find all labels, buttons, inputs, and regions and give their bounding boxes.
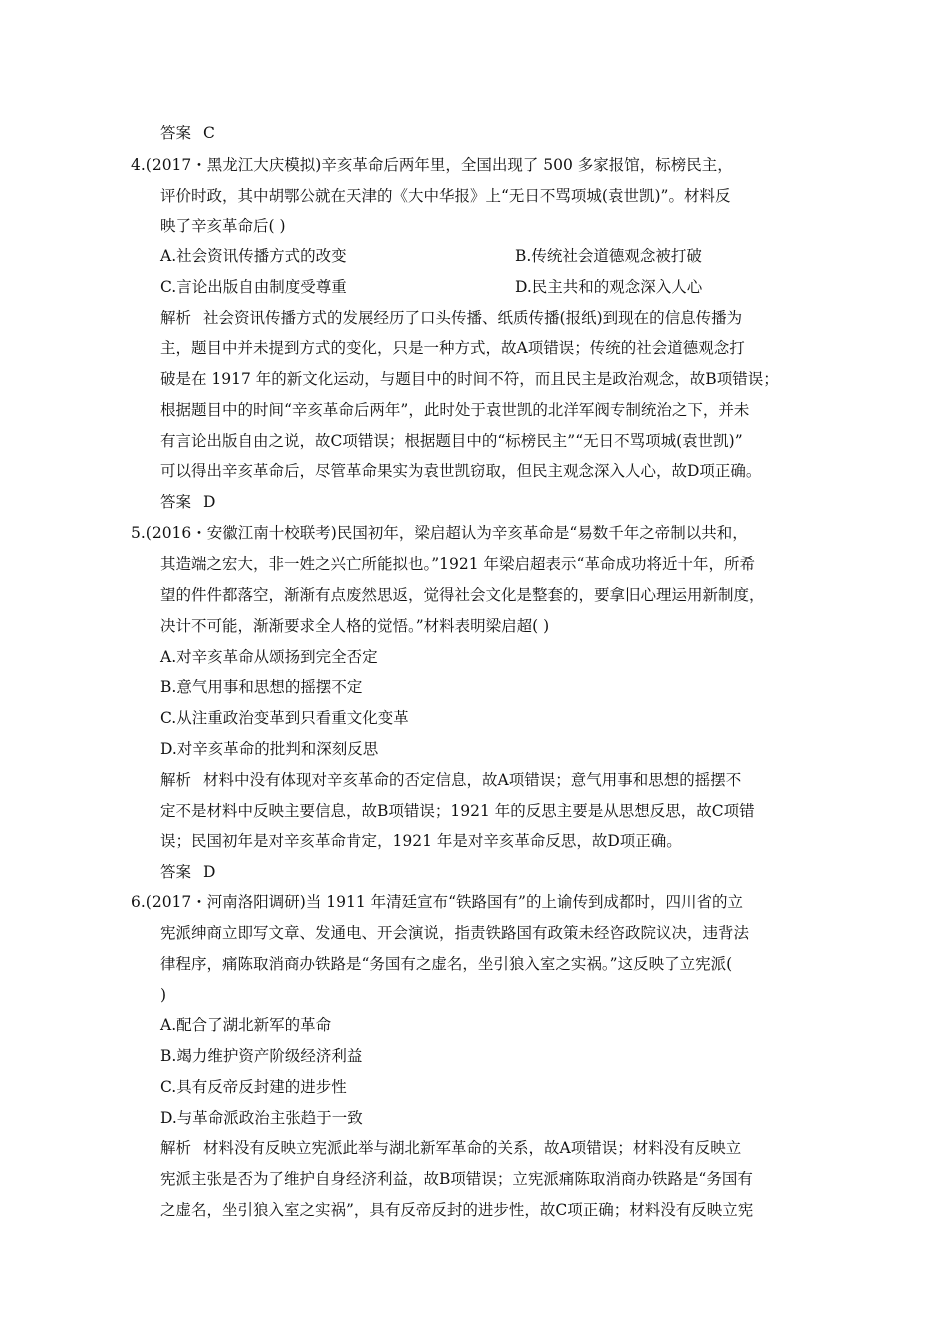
answer-line: [160, 492, 215, 512]
question-stem-line: 4.(2017・黑龙江大庆模拟)辛亥革命后两年里，全国出现了 500 多家报馆，标榜民主，: [131, 156, 733, 174]
option-a: A.配合了湖北新军的革命: [160, 1016, 332, 1034]
analysis-text: 之虚名，坐引狼入室之实祸”，具有反帝反封的进步性，故C项正确；材料没有反映立宪: [160, 1201, 754, 1219]
analysis-text: 材料中没有体现对辛亥革命的否定信息，故A项错误；意气用事和思想的摇摆不: [203, 771, 742, 789]
question-stem-line: 宪派绅商立即写文章、发通电、开会演说，指责铁路国有政策未经咨政院议决，违背法: [160, 924, 750, 942]
option-d: D.与革命派政治主张趋于一致: [160, 1109, 363, 1127]
answer-value: D: [203, 493, 216, 511]
analysis-text: 破是在 1917 年的新文化运动，与题目中的时间不符，而且民主是政治观念，故B项错误；: [160, 370, 779, 388]
question-stem-line: 其造端之宏大，非一姓之兴亡所能拟也。”1921 年梁启超表示“革命成功将近十年，所希: [160, 555, 755, 573]
analysis-text: 误；民国初年是对辛亥革命肯定，1921 年是对辛亥革命反思，故D项正确。: [160, 832, 682, 850]
answer-label: 答案: [160, 863, 192, 881]
answer-value: D: [203, 863, 216, 881]
question-stem-line: 决计不可能，渐渐要求全人格的觉悟。”材料表明梁启超( ): [160, 617, 550, 635]
option-a: A.对辛亥革命从颂扬到完全否定: [160, 648, 378, 666]
option-c: C.从注重政治变革到只看重文化变革: [160, 709, 409, 727]
option-d: D.民主共和的观念深入人心: [515, 278, 703, 296]
answer-value: C: [203, 124, 215, 142]
option-c: C.言论出版自由制度受尊重: [160, 278, 347, 296]
analysis-text: 根据题目中的时间“辛亥革命后两年”，此时处于袁世凯的北洋军阀专制统治之下，并未: [160, 401, 750, 419]
answer-line: [160, 862, 215, 882]
analysis-text: 材料没有反映立宪派此举与湖北新军革命的关系，故A项错误；材料没有反映立: [203, 1139, 742, 1157]
option-b: B.意气用事和思想的摇摆不定: [160, 678, 363, 696]
analysis-line: [160, 770, 741, 790]
answer-label: 答案: [160, 493, 192, 511]
analysis-label: 解析: [160, 309, 192, 327]
question-stem-line: 评价时政，其中胡鄂公就在天津的《大中华报》上“无日不骂项城(袁世凯)”。材料反: [160, 187, 731, 205]
question-stem-line: ): [160, 986, 167, 1004]
analysis-line: [160, 1138, 741, 1158]
option-d: D.对辛亥革命的批判和深刻反思: [160, 740, 379, 758]
answer-line: [160, 123, 215, 143]
analysis-text: 社会资讯传播方式的发展经历了口头传播、纸质传播(报纸)到现在的信息传播为: [203, 309, 743, 327]
analysis-text: 宪派主张是否为了维护自身经济利益，故B项错误；立宪派痛陈取消商办铁路是“务国有: [160, 1170, 753, 1188]
analysis-line: [160, 308, 742, 328]
analysis-text: 主，题目中并未提到方式的变化，只是一种方式，故A项错误；传统的社会道德观念打: [160, 339, 745, 357]
analysis-label: 解析: [160, 771, 192, 789]
option-c: C.具有反帝反封建的进步性: [160, 1078, 347, 1096]
analysis-text: 可以得出辛亥革命后，尽管革命果实为袁世凯窃取，但民主观念深入人心，故D项正确。: [160, 462, 762, 480]
analysis-label: 解析: [160, 1139, 192, 1157]
analysis-text: 定不是材料中反映主要信息，故B项错误；1921 年的反思主要是从思想反思，故C项错: [160, 802, 755, 820]
question-stem-line: 望的件件都落空，渐渐有点废然思返，觉得社会文化是整套的，要拿旧心理运用新制度，: [160, 586, 765, 604]
option-b: B.传统社会道德观念被打破: [515, 247, 702, 265]
option-b: B.竭力维护资产阶级经济利益: [160, 1047, 363, 1065]
question-stem-line: 6.(2017・河南洛阳调研)当 1911 年清廷宣布“铁路国有”的上谕传到成都时，四川省的立: [131, 893, 743, 911]
option-a: A.社会资讯传播方式的改变: [160, 247, 347, 265]
question-stem-line: 5.(2016・安徽江南十校联考)民国初年，梁启超认为辛亥革命是“易数千年之帝制以共和，: [131, 524, 748, 542]
answer-label: 答案: [160, 124, 192, 142]
analysis-text: 有言论出版自由之说，故C项错误；根据题目中的“标榜民主”“无日不骂项城(袁世凯)”: [160, 432, 743, 450]
question-stem-line: 映了辛亥革命后( ): [160, 217, 286, 235]
question-stem-line: 律程序，痛陈取消商办铁路是“务国有之虚名，坐引狼入室之实祸。”这反映了立宪派(: [160, 955, 733, 973]
